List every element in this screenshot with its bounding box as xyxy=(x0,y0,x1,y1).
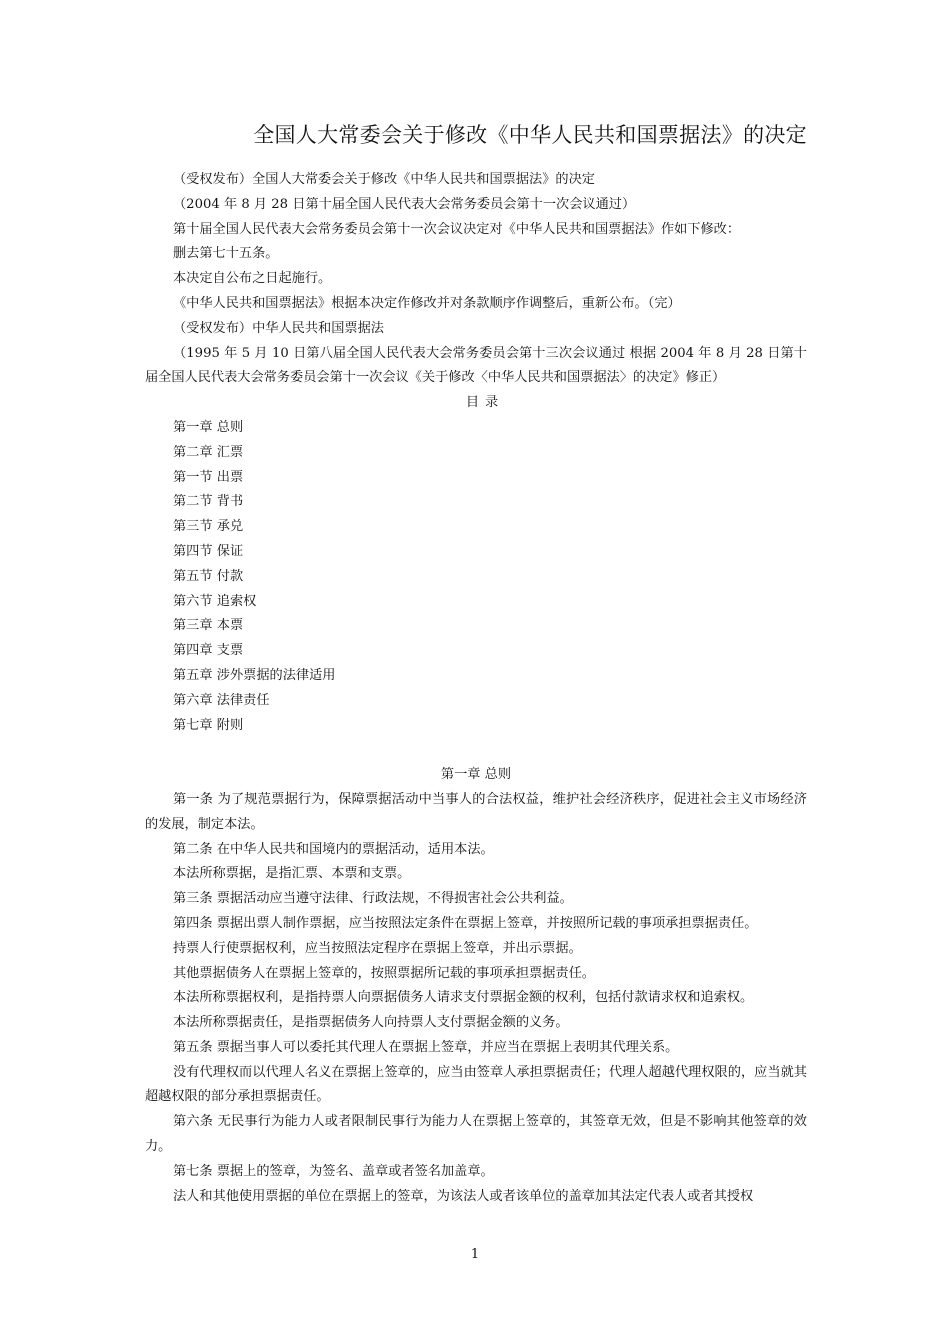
article-paragraph: 第一条 为了规范票据行为，保障票据活动中当事人的合法权益，维护社会经济秩序，促进社会主义市场经济的发展，制定本法。 xyxy=(145,791,807,832)
article-paragraph: 本法所称票据责任，是指票据债务人向持票人支付票据金额的义务。 xyxy=(173,1015,569,1031)
toc-item: 第五章 涉外票据的法律适用 xyxy=(173,667,336,683)
article-paragraph: 第六条 无民事行为能力人或者限制民事行为能力人在票据上签章的，其签章无效，但是不影响其他签章的效力。 xyxy=(145,1114,807,1155)
toc-item: 第四节 保证 xyxy=(173,543,244,559)
table-of-contents xyxy=(145,416,807,738)
toc-item: 第六章 法律责任 xyxy=(173,692,270,708)
toc-item: 第六节 追索权 xyxy=(173,593,257,609)
article-paragraph: 第七条 票据上的签章，为签名、盖章或者签名加盖章。 xyxy=(173,1163,494,1179)
toc-item: 第四章 支票 xyxy=(173,643,244,659)
page-number: 1 xyxy=(470,1247,480,1262)
spacer xyxy=(145,738,807,763)
toc-item: 第三章 本票 xyxy=(173,618,244,634)
article-paragraph: 第四条 票据出票人制作票据，应当按照法定条件在票据上签章，并按照所记载的事项承担票据责任。 xyxy=(173,915,758,931)
intro-paragraph: 本决定自公布之日起施行。 xyxy=(173,271,332,287)
document-title: 全国人大常委会关于修改《中华人民共和国票据法》的决定 xyxy=(253,123,807,147)
toc-item: 第二节 背书 xyxy=(173,494,244,510)
article-paragraph: 没有代理权而以代理人名义在票据上签章的，应当由签章人承担票据责任；代理人超越代理权限的，应当就其超越权限的部分承担票据责任。 xyxy=(145,1064,807,1105)
toc-item: 第二章 汇票 xyxy=(173,444,244,460)
intro-paragraph: （受权发布）中华人民共和国票据法 xyxy=(173,320,384,336)
article-paragraph: 第三条 票据活动应当遵守法律、行政法规，不得损害社会公共利益。 xyxy=(173,891,573,907)
article-paragraph: 持票人行使票据权利，应当按照法定程序在票据上签章，并出示票据。 xyxy=(173,940,582,956)
intro-paragraph: 删去第七十五条。 xyxy=(173,246,279,262)
chapter-heading: 第一章 总则 xyxy=(440,767,512,783)
article-paragraph: 本法所称票据，是指汇票、本票和支票。 xyxy=(173,866,411,882)
article-paragraph: 第二条 在中华人民共和国境内的票据活动，适用本法。 xyxy=(173,841,494,857)
document-body xyxy=(145,168,807,1209)
toc-item: 第七章 附则 xyxy=(173,717,244,733)
article-paragraph: 第五条 票据当事人可以委托其代理人在票据上签章，并应当在票据上表明其代理关系。 xyxy=(173,1039,679,1055)
intro-paragraph: 第十届全国人民代表大会常务委员会第十一次会议决定对《中华人民共和国票据法》作如下修改： xyxy=(173,221,741,237)
toc-item: 第一章 总则 xyxy=(173,419,244,435)
intro-paragraph: （受权发布）全国人大常委会关于修改《中华人民共和国票据法》的决定 xyxy=(173,172,595,187)
intro-paragraph: （1995 年 5 月 10 日第八届全国人民代表大会常务委员会第十三次会议通过 根据 2004 年 8 月 28 日第十届全国人民代表大会常务委员会第十一次会议《关于修改〈中华人民共和国票据法〉的决定》修正） xyxy=(145,345,807,386)
intro-paragraph: 《中华人民共和国票据法》根据本决定作修改并对条款顺序作调整后，重新公布。（完） xyxy=(173,295,681,311)
toc-item: 第五节 付款 xyxy=(173,568,244,584)
article-paragraph: 法人和其他使用票据的单位在票据上的签章，为该法人或者该单位的盖章加其法定代表人或者其授权 xyxy=(173,1188,754,1204)
toc-item: 第三节 承兑 xyxy=(173,519,244,535)
toc-item: 第一节 出票 xyxy=(173,469,244,485)
article-paragraph: 其他票据债务人在票据上签章的，按照票据所记载的事项承担票据责任。 xyxy=(173,965,595,981)
intro-paragraph: （2004 年 8 月 28 日第十届全国人民代表大会常务委员会第十一次会议通过） xyxy=(173,196,636,212)
article-paragraph: 本法所称票据权利，是指持票人向票据债务人请求支付票据金额的权利，包括付款请求权和追索权。 xyxy=(173,990,754,1006)
toc-heading: 目录 xyxy=(465,395,505,411)
